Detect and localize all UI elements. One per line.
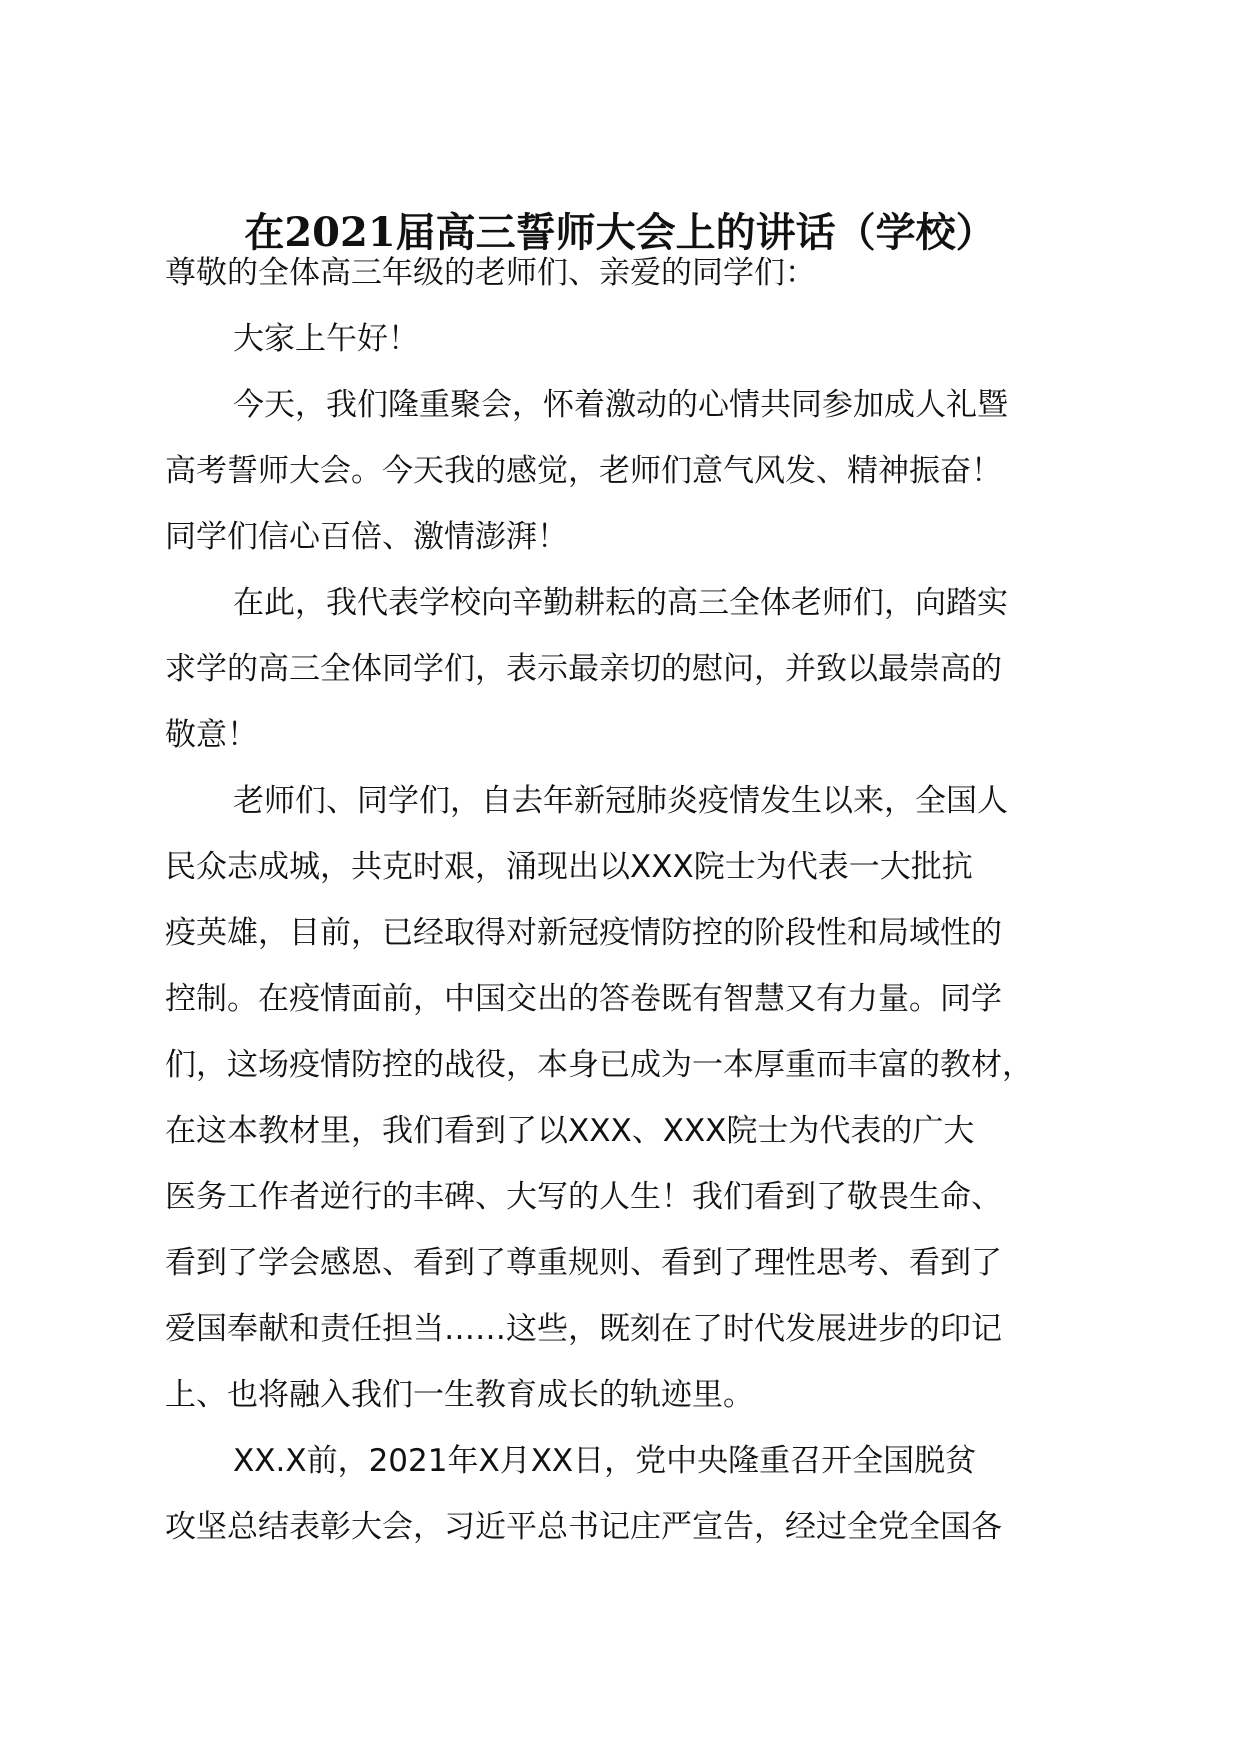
paragraph-first-line: XX.X前，2021年X月XX日，党中央隆重召开全国脱贫 xyxy=(233,1443,977,1479)
paragraph-first-line: 今天，我们隆重聚会，怀着激动的心情共同参加成人礼暨 xyxy=(233,387,1008,423)
text-line: 民众志成城，共克时艰，涌现出以XXX院士为代表一大批抗 xyxy=(165,849,973,885)
document-title: 在2021届高三誓师大会上的讲话（学校） xyxy=(244,209,996,256)
text-line: 尊敬的全体高三年级的老师们、亲爱的同学们： xyxy=(165,255,816,291)
paragraph-first-line: 大家上午好！ xyxy=(233,321,419,357)
text-line: 医务工作者逆行的丰碑、大写的人生！我们看到了敬畏生命、 xyxy=(165,1179,1002,1215)
text-line: 高考誓师大会。今天我的感觉，老师们意气风发、精神振奋！ xyxy=(165,453,1002,489)
document-body xyxy=(165,240,1100,1560)
text-line: 同学们信心百倍、激情澎湃！ xyxy=(165,519,568,555)
text-line: 攻坚总结表彰大会，习近平总书记庄严宣告，经过全党全国各 xyxy=(165,1509,1002,1545)
text-line: 看到了学会感恩、看到了尊重规则、看到了理性思考、看到了 xyxy=(165,1245,1002,1281)
paragraph-first-line: 老师们、同学们，自去年新冠肺炎疫情发生以来，全国人 xyxy=(233,783,1008,819)
text-line: 上、也将融入我们一生教育成长的轨迹里。 xyxy=(165,1377,754,1413)
text-line: 求学的高三全体同学们，表示最亲切的慰问，并致以最崇高的 xyxy=(165,651,1002,687)
text-line: 控制。在疫情面前，中国交出的答卷既有智慧又有力量。同学 xyxy=(165,981,1002,1017)
text-line: 敬意！ xyxy=(165,717,258,753)
text-line: 们，这场疫情防控的战役，本身已成为一本厚重而丰富的教材， xyxy=(165,1047,1033,1083)
text-line: 在这本教材里，我们看到了以XXX、XXX院士为代表的广大 xyxy=(165,1113,975,1149)
text-line: 爱国奉献和责任担当……这些，既刻在了时代发展进步的印记 xyxy=(165,1311,1002,1347)
text-line: 疫英雄，目前，已经取得对新冠疫情防控的阶段性和局域性的 xyxy=(165,915,1002,951)
paragraph-first-line: 在此，我代表学校向辛勤耕耘的高三全体老师们，向踏实 xyxy=(233,585,1008,621)
